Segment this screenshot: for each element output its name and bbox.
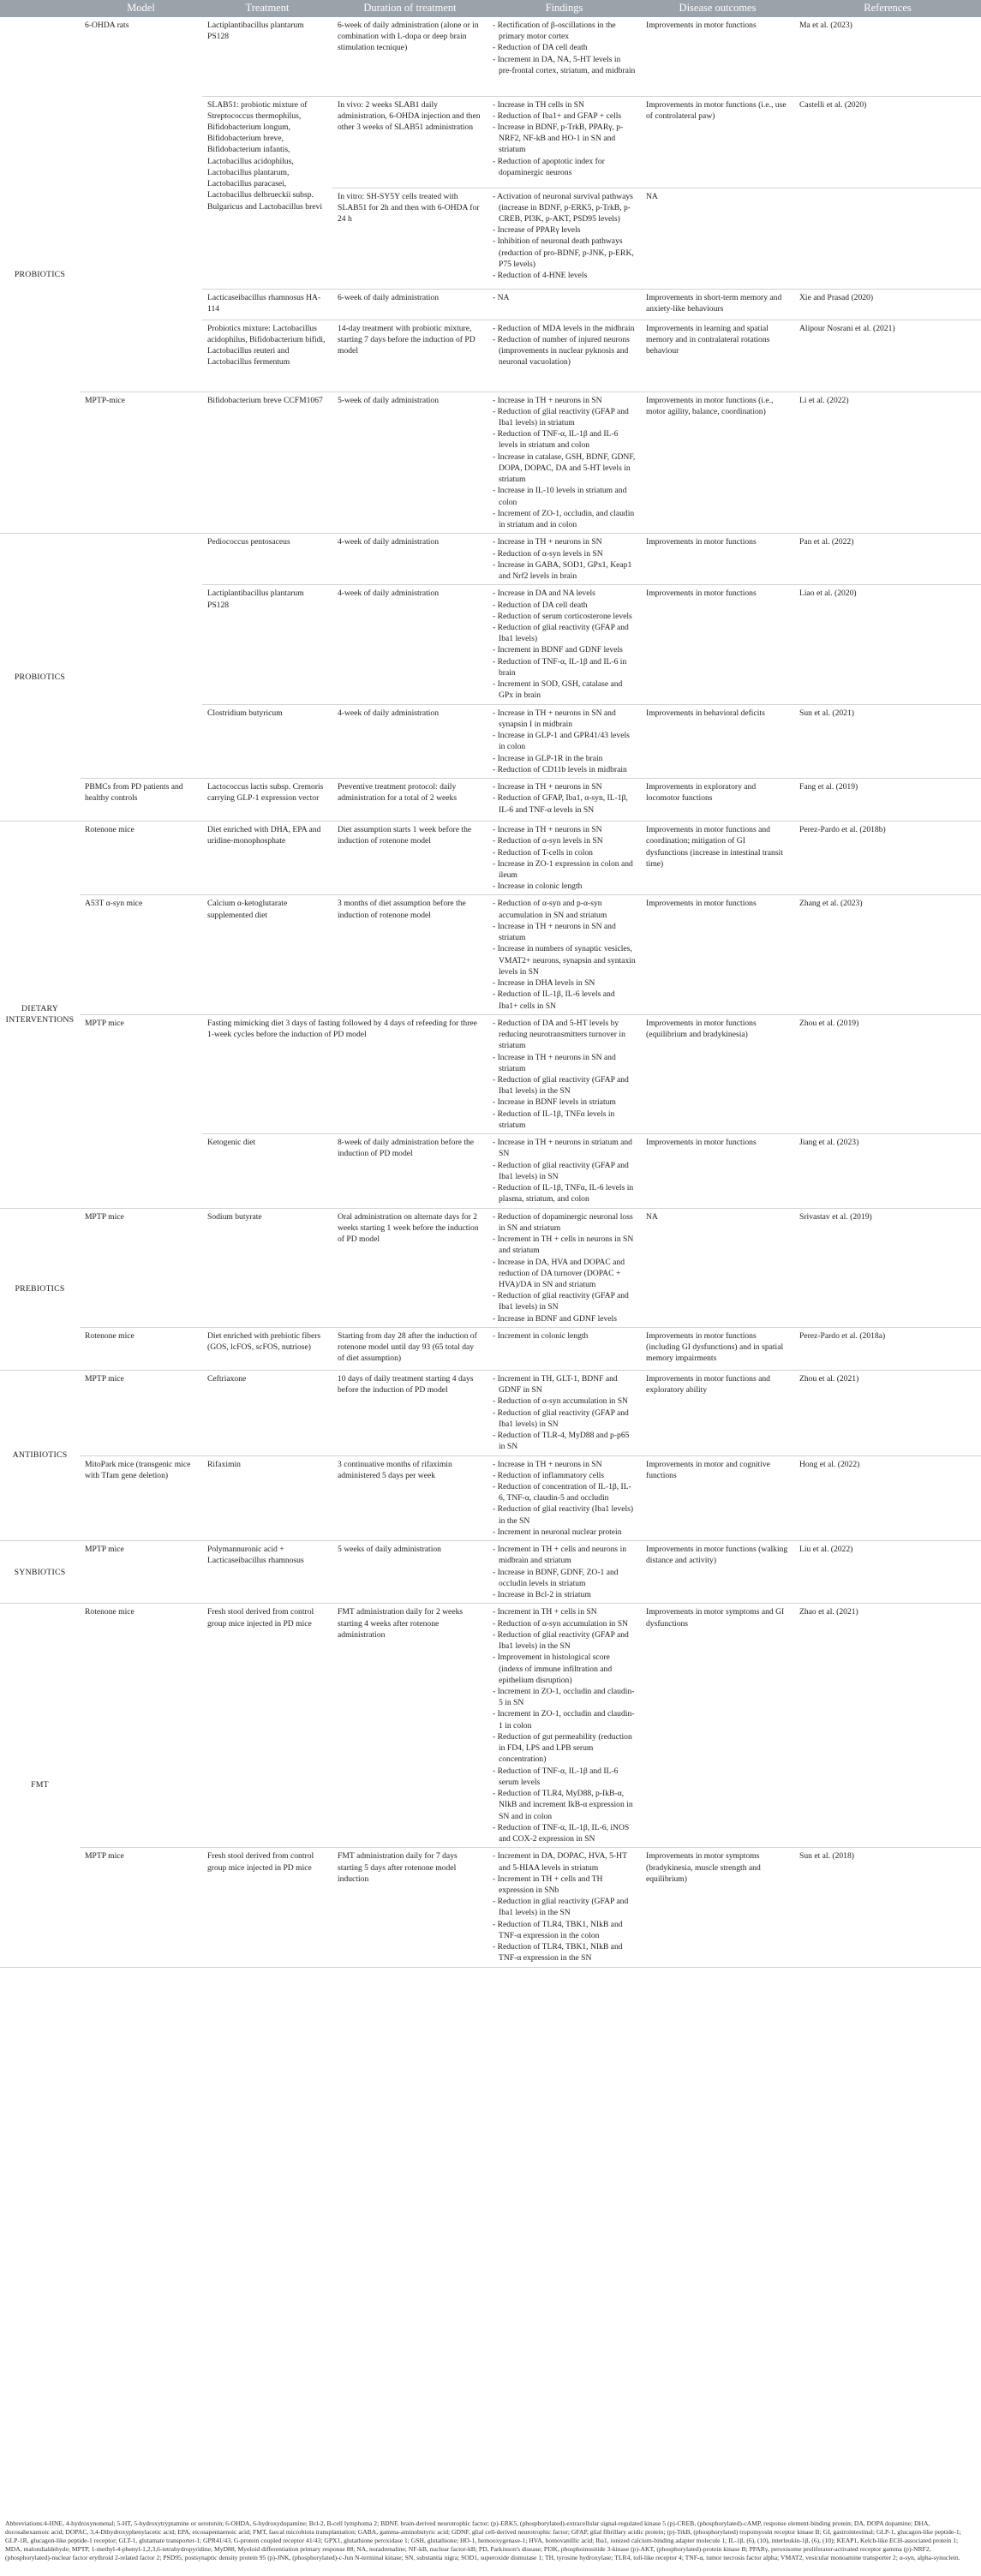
table-row: [0, 1848, 981, 1967]
outcome-cell: Improvements in motor and cognitive functions: [641, 1455, 794, 1541]
finding-item: - Increase in BDNF levels in striatum: [493, 1097, 636, 1108]
finding-item: - Reduction of α-syn and p-α-syn accumulation in SN and striatum: [493, 898, 636, 920]
table-row: [0, 1370, 981, 1455]
finding-item: - Increase in GLP-1 and GPR41/43 levels in colon: [493, 730, 636, 752]
duration-cell: In vitro: SH-SY5Y cells treated with SLAB51 for 2h and then with 6-OHDA for 24 h: [332, 188, 488, 289]
reference-cell: Zhang et al. (2023): [794, 895, 981, 1014]
finding-item: - Reduction of glial reactivity (GFAP and Iba1 levels) in striatum: [493, 406, 636, 428]
table-row: [0, 1208, 981, 1327]
model-cell: [80, 534, 202, 779]
findings-cell: [488, 822, 641, 895]
treatment-cell: Diet enriched with prebiotic fibers (GOS, lcFOS, scFOS, nutriose): [202, 1327, 332, 1370]
model-cell: PBMCs from PD patients and healthy controls: [80, 779, 202, 822]
finding-item: - Reduction of IL-1β, TNFα, IL-6 levels in plasma, striatum, and colon: [493, 1182, 636, 1204]
reference-cell: Hong et al. (2022): [794, 1455, 981, 1541]
duration-cell: Starting from day 28 after the induction of rotenone model until day 93 (65 total day of diet assumption): [332, 1327, 488, 1370]
treatment-cell: Lacticaseibacillus rhamnosus HA-114: [202, 289, 332, 320]
table-header-row: [0, 0, 981, 17]
reference-cell: Zhou et al. (2019): [794, 1014, 981, 1133]
model-cell: MPTP mice: [80, 1541, 202, 1604]
finding-item: - Reduction of α-syn levels in SN: [493, 835, 636, 846]
header-treatment: Treatment: [202, 0, 332, 17]
header-category: [0, 0, 80, 17]
treatment-cell: Lactiplantibacillus plantarum PS128: [202, 585, 332, 704]
finding-item: - Reduction of serum corticosterone levels: [493, 611, 636, 622]
reference-cell: Liu et al. (2022): [794, 1541, 981, 1604]
treatment-cell: Bifidobacterium breve CCFM1067: [202, 391, 332, 534]
findings-cell: [488, 1208, 641, 1327]
finding-item: - Reduction of TLR-4, MyD88 and p-p65 in SN: [493, 1430, 636, 1452]
finding-item: - Reduction of DA cell death: [493, 42, 636, 53]
reference-cell: [794, 188, 981, 289]
header-references: References: [794, 0, 981, 17]
model-cell: 6-OHDA rats: [80, 17, 202, 391]
model-cell: MPTP mice: [80, 1370, 202, 1455]
reference-cell: Ma et al. (2023): [794, 17, 981, 96]
duration-cell: Preventive treatment protocol: daily administration for a total of 2 weeks: [332, 779, 488, 822]
duration-cell: 3 continuative months of rifaximin administered 5 days per week: [332, 1455, 488, 1541]
finding-item: - Increase in BDNF, GDNF, ZO-1 and occludin levels in striatum: [493, 1567, 636, 1589]
outcome-cell: Improvements in motor functions: [641, 585, 794, 704]
treatment-cell: Calcium α-ketoglutarate supplemented diet: [202, 895, 332, 1014]
header-model: Model: [80, 0, 202, 17]
treatment-cell: Lactiplantibacillus plantarum PS128: [202, 17, 332, 96]
finding-item: - Rectification of β-oscillations in the primary motor cortex: [493, 20, 636, 42]
outcome-cell: Improvements in motor functions and exploratory ability: [641, 1370, 794, 1455]
table-row: [0, 1014, 981, 1133]
treatment-cell: Ketogenic diet: [202, 1134, 332, 1208]
findings-cell: [488, 585, 641, 704]
finding-item: - Increase in DA, HVA and DOPAC and reduction of DA turnover (DOPAC + HVA)/DA in SN and striatum: [493, 1257, 636, 1291]
outcome-cell: Improvements in learning and spatial memory and in contralateral rotations behaviour: [641, 320, 794, 391]
reference-cell: Alipour Nosrani et al. (2021): [794, 320, 981, 391]
finding-item: - Reduction of T-cells in colon: [493, 847, 636, 858]
reference-cell: Srivastav et al. (2019): [794, 1208, 981, 1327]
table-row: [0, 779, 981, 822]
reference-cell: Li et al. (2022): [794, 391, 981, 534]
finding-item: - Reduction of 4-HNE levels: [493, 270, 636, 281]
outcome-cell: Improvements in motor symptoms (bradykinesia, muscle strength and equilibrium): [641, 1848, 794, 1967]
finding-item: - Increase in colonic length: [493, 881, 636, 892]
findings-cell: [488, 289, 641, 320]
duration-cell: 8-week of daily administration before the induction of PD model: [332, 1134, 488, 1208]
reference-cell: Sun et al. (2021): [794, 704, 981, 778]
outcome-cell: Improvements in motor functions (i.e., motor agility, balance, coordination): [641, 391, 794, 534]
finding-item: - Reduction of glial reactivity (GFAP and Iba1 levels) in the SN: [493, 1629, 636, 1652]
category-cell: PROBIOTICS: [0, 17, 80, 534]
finding-item: - Increment of ZO-1, occludin, and claudin in striatum and in colon: [493, 508, 636, 530]
reference-cell: Perez-Pardo et al. (2018a): [794, 1327, 981, 1370]
outcome-cell: NA: [641, 1208, 794, 1327]
treatment-cell: Lactococcus lactis subsp. Cremoris carrying GLP-1 expression vector: [202, 779, 332, 822]
reference-cell: Castelli et al. (2020): [794, 96, 981, 188]
category-cell: FMT: [0, 1604, 80, 1967]
finding-item: - Reduction of glial reactivity (GFAP and Iba1 levels): [493, 622, 636, 644]
category-cell: DIETARY INTERVENTIONS: [0, 822, 80, 1209]
finding-item: - Increase of PPARγ levels: [493, 224, 636, 236]
duration-cell: FMT administration daily for 2 weeks starting 4 weeks after rotenone administration: [332, 1604, 488, 1848]
finding-item: - Increase in TH + neurons in SN: [493, 824, 636, 835]
reference-cell: Sun et al. (2018): [794, 1848, 981, 1967]
finding-item: - Reduction of MDA levels in the midbrain: [493, 323, 636, 334]
findings-cell: [488, 895, 641, 1014]
finding-item: - Increase in GABA, SOD1, GPx1, Keap1 and Nrf2 levels in brain: [493, 559, 636, 582]
findings-cell: [488, 1014, 641, 1133]
reference-cell: Zhou et al. (2021): [794, 1370, 981, 1455]
findings-cell: [488, 779, 641, 822]
finding-item: - Increment in BDNF and GDNF levels: [493, 644, 636, 655]
model-cell: MPTP-mice: [80, 391, 202, 534]
model-cell: Rotenone mice: [80, 822, 202, 895]
findings-cell: [488, 1327, 641, 1370]
treatment-cell: Fresh stool derived from control group mice injected in PD mice: [202, 1848, 332, 1967]
finding-item: - Increase in TH + neurons in SN: [493, 1459, 636, 1470]
outcome-cell: Improvements in motor functions: [641, 17, 794, 96]
finding-item: - Reduction of TLR4, MyD88, p-IkB-α, NIkB and increment IkB-α expression in SN and in colon: [493, 1788, 636, 1822]
finding-item: - Increase in TH + neurons in SN: [493, 395, 636, 406]
abbreviations-footnote: Abbreviations:4-HNE, 4-hydroxynonenal; 5-HT, 5-hydroxytryptamine or serotonin; 6-OHDA, 6-hydroxydopamine; Bcl-2, B-cell lymphoma 2; BDNF, brain-derived neurotrophic factor; (p)-ERK5, (phosphorylated)-extracellular signal-regulated kinase 5 (p)-CREB, (phosphorylated)-cAMP, response element-binding protein; DA, DOPA dopamine; DHA, docosahexaenoic acid; DOPAC, 3,4-Dihydroxyphenylacetic acid; EPA, eicosapentaenoic acid; FMT, faecal microbiota transplantation; GABA, gamma-aminobutyric acid; GDNF, glial cell-derived neurotrophic factor; GFAP, glial fibrillary acidic protein; (p)-TrkB, (phosphorylated) tropomyosin receptor kinase B; GI, gastrointestinal; GLP-1, glucagon-like peptide-1; GLP-1R, glucagon-like peptide-1 receptor; GLT-1, glutamate transporter-1; GPR41/43, G-protein coupled receptor 41/43; GPX1, glutathione peroxidase 1; GSH, glutathione; HO-1, hemooxygenase-1; HVA, homovanillic acid; Iba1, ionized calcium-binding adapter molecule 1; IL-1β, (6), (10), interleukin-1β, (6), (10); KEAP1, Kelch-like ECH-associated protein 1; MDA, malondialdehyde; MPTP, 1-methyl-4-phenyl-1,2,3,6-tetrahydropyridine; MyD88, Myeloid differentiation primary response 88; NA, noradrenaline; NF-kB, nuclear factor-kB; PD, Parkinson's disease; PI3K, phosphoinositide 3-kinase (p)-AKT, (phosphorylated)-protein kinase B; PPARγ, peroxisome proliferator-activated receptor gamma (p)-NRF2, (phosphorylated)-nuclear factor erythroid 2-related factor 2; PSD95, postsynaptic density protein 95 (p)-JNK, (phosphorylated)-c-Jun N-terminal kinase; SN, substantia nigra; SOD1, superoxide dismutase 1; TH, tyrosine hydroxylase; TLR4, toll-like receptor 4; TNF-α, tumor necrosis factor alpha; VMAT2, vesicular monoamine transporter 2; α-syn, alpha-synuclein.: [5, 2519, 961, 2562]
finding-item: - Reduction of IL-1β, TNFα levels in striatum: [493, 1109, 636, 1131]
finding-item: - Reduction of TNF-α, IL-1β and IL-6 serum levels: [493, 1766, 636, 1788]
duration-cell: FMT administration daily for 7 days starting 5 days after rotenone model induction: [332, 1848, 488, 1967]
finding-item: - Increment in DA, NA, 5-HT levels in pre-frontal cortex, striatum, and midbrain: [493, 54, 636, 76]
finding-item: - Increment in TH + cells in SN: [493, 1606, 636, 1617]
treatment-cell: Ceftriaxone: [202, 1370, 332, 1455]
finding-item: - Reduction of TLR4, TBK1, NIkB and TNF-α expression in the colon: [493, 1919, 636, 1941]
finding-item: - Increase in DA and NA levels: [493, 588, 636, 599]
treatment-cell: Pediococcus pentosaceus: [202, 534, 332, 585]
finding-item: - Increase in catalase, GSH, BDNF, GDNF, DOPA, DOPAC, DA and 5-HT levels in striatum: [493, 451, 636, 486]
model-cell: MPTP mice: [80, 1014, 202, 1208]
treatment-cell: Rifaximin: [202, 1455, 332, 1541]
outcome-cell: Improvements in motor functions (including GI dysfunctions) and in spatial memory impairments: [641, 1327, 794, 1370]
category-cell: PROBIOTICS: [0, 534, 80, 822]
reference-cell: Zhao et al. (2021): [794, 1604, 981, 1848]
model-cell: Rotenone mice: [80, 1604, 202, 1848]
findings-cell: [488, 534, 641, 585]
duration-cell: 5-week of daily administration: [332, 391, 488, 534]
outcome-cell: Improvements in motor functions (i.e., use of controlateral paw): [641, 96, 794, 188]
finding-item: - Increase in TH + neurons in SN and striatum: [493, 921, 636, 943]
category-cell: PREBIOTICS: [0, 1208, 80, 1370]
outcome-cell: NA: [641, 188, 794, 289]
finding-item: - Increment in ZO-1, occludin and claudin-5 in SN: [493, 1686, 636, 1708]
table-row: [0, 534, 981, 585]
outcome-cell: Improvements in motor functions (walking distance and activity): [641, 1541, 794, 1604]
treatment-cell: Polymannuronic acid + Lacticaseibacillus rhamnosus: [202, 1541, 332, 1604]
finding-item: - Increase in IL-10 levels in striatum and colon: [493, 485, 636, 507]
finding-item: - Increase in TH + neurons in SN and synapsin I in midbrain: [493, 708, 636, 730]
treatment-cell: Probiotics mixture: Lactobacillus acidophilus, Bifidobacterium bifidi, Lactobacillus reuteri and Lactobacillus fermentum: [202, 320, 332, 391]
duration-cell: 14-day treatment with probiotic mixture, starting 7 days before the induction of PD model: [332, 320, 488, 391]
finding-item: - Increment in TH + cells and TH expression in SNb: [493, 1874, 636, 1896]
finding-item: - Reduction of CD11b levels in midbrain: [493, 764, 636, 775]
finding-item: - NA: [493, 292, 636, 303]
treatment-cell: SLAB51: probiotic mixture of Streptococcus thermophilus, Bifidobacterium longum, Bifidobacterium breve, Bifidobacterium infantis, Lactobacillus acidophilus, Lactobacillus plantarum, Lactobacillus paracasei, Lactobacillus delbrueckii subsp. Bulgaricus and Lactobacillus brevi: [202, 96, 332, 289]
finding-item: - Increment in DA, DOPAC, HVA, 5-HT and 5-HIAA levels in striatum: [493, 1850, 636, 1873]
finding-item: - Reduction of TNF-α, IL-1β and IL-6 levels in striatum and colon: [493, 428, 636, 451]
header-findings: Findings: [488, 0, 641, 17]
finding-item: - Increase in TH cells in SN: [493, 99, 636, 111]
duration-cell: In vivo: 2 weeks SLAB1 daily administration, 6-OHDA injection and then other 3 weeks of SLAB51 administration: [332, 96, 488, 188]
finding-item: - Reduction of concentration of IL-1β, IL-6, TNF-α, claudin-5 and occludin: [493, 1481, 636, 1503]
outcome-cell: Improvements in motor functions and coordination; mitigation of GI dysfunctions (increase in intestinal transit time): [641, 822, 794, 895]
finding-item: - Reduction of inflammatory cells: [493, 1470, 636, 1481]
reference-cell: Xie and Prasad (2020): [794, 289, 981, 320]
findings-cell: [488, 1370, 641, 1455]
finding-item: - Increase in numbers of synaptic vesicles, VMAT2+ neurons, synapsin and syntaxin levels in SN: [493, 943, 636, 977]
reference-cell: Jiang et al. (2023): [794, 1134, 981, 1208]
treatment-cell: Clostridium butyricum: [202, 704, 332, 778]
finding-item: - Reduction of number of injured neurons (improvements in nuclear pyknosis and neuronal vacuolation): [493, 334, 636, 368]
duration-cell: 4-week of daily administration: [332, 704, 488, 778]
finding-item: - Reduction of α-syn levels in SN: [493, 548, 636, 559]
table-row: [0, 391, 981, 534]
treatment-cell: Fresh stool derived from control group mice injected in PD mice: [202, 1604, 332, 1848]
finding-item: - Reduction of glial reactivity (GFAP and Iba1 levels) in SN: [493, 1160, 636, 1182]
treatment-cell: Sodium butyrate: [202, 1208, 332, 1327]
finding-item: - Reduction of α-syn accumulation in SN: [493, 1618, 636, 1629]
finding-item: - Reduction of TLR4, TBK1, NIkB and TNF-α expression in the SN: [493, 1941, 636, 1963]
finding-item: - Increase in TH + neurons in SN: [493, 536, 636, 547]
outcome-cell: Improvements in behavioral deficits: [641, 704, 794, 778]
finding-item: - Reduction of dopaminergic neuronal loss in SN and striatum: [493, 1211, 636, 1234]
finding-item: - Reduction of glial reactivity (GFAP and Iba1 levels) in SN: [493, 1290, 636, 1312]
table-row: [0, 1327, 981, 1370]
finding-item: - Increase in TH + neurons in SN: [493, 781, 636, 792]
finding-item: - Increment in SOD, GSH, catalase and GPx in brain: [493, 678, 636, 701]
header-duration: Duration of treatment: [332, 0, 488, 17]
finding-item: - Reduction of apoptotic index for dopaminergic neurons: [493, 156, 636, 178]
reference-cell: Perez-Pardo et al. (2018b): [794, 822, 981, 895]
outcome-cell: Improvements in motor functions: [641, 1134, 794, 1208]
findings-cell: [488, 96, 641, 188]
header-outcomes: Disease outcomes: [641, 0, 794, 17]
finding-item: - Increment in TH, GLT-1, BDNF and GDNF in SN: [493, 1373, 636, 1396]
findings-cell: [488, 1541, 641, 1604]
table-row: [0, 1455, 981, 1541]
duration-cell: 10 days of daily treatment starting 4 days before the induction of PD model: [332, 1370, 488, 1455]
findings-cell: [488, 1604, 641, 1848]
findings-cell: [488, 704, 641, 778]
finding-item: - Increment in TH + cells and neurons in midbrain and striatum: [493, 1544, 636, 1566]
findings-cell: [488, 1848, 641, 1967]
duration-cell: Diet assumption starts 1 week before the induction of rotenone model: [332, 822, 488, 895]
category-cell: ANTIBIOTICS: [0, 1370, 80, 1540]
finding-item: - Reduction of TNF-α, IL-1β and IL-6 in brain: [493, 656, 636, 678]
outcome-cell: Improvements in motor functions: [641, 534, 794, 585]
treatment-cell: Fasting mimicking diet 3 days of fasting followed by 4 days of refeeding for three 1-week cycles before the induction of PD model: [202, 1014, 488, 1133]
finding-item: - Improvement in histological score (indexs of immune infiltration and epithelium disruption): [493, 1652, 636, 1686]
finding-item: - Reduction of α-syn accumulation in SN: [493, 1396, 636, 1407]
findings-cell: [488, 320, 641, 391]
findings-cell: [488, 1455, 641, 1541]
outcome-cell: Improvements in motor symptoms and GI dysfunctions: [641, 1604, 794, 1848]
findings-cell: [488, 1134, 641, 1208]
table-row: [0, 1541, 981, 1604]
finding-item: - Increment in TH + cells in neurons in SN and striatum: [493, 1234, 636, 1256]
finding-item: - Activation of neuronal survival pathways (increase in BDNF, p-ERK5, p-TrkB, p-CREB, PI3K, p-AKT, PSD95 levels): [493, 191, 636, 225]
finding-item: - Reduction of glial reactivity (Iba1 levels) in the SN: [493, 1503, 636, 1526]
reference-cell: Liao et al. (2020): [794, 585, 981, 704]
findings-cell: [488, 391, 641, 534]
table-row: [0, 822, 981, 895]
finding-item: - Reduction of GFAP, Iba1, α-syn, IL-1β, IL-6 and TNF-α levels in SN: [493, 792, 636, 815]
model-cell: MPTP mice: [80, 1208, 202, 1327]
finding-item: - Increase in BDNF, p-TrkB, PPARγ, p-NRF2, NF-kB and HO-1 in SN and striatum: [493, 122, 636, 156]
finding-item: - Increase in TH + neurons in SN and striatum: [493, 1052, 636, 1074]
finding-item: - Reduction in glial reactivity (GFAP and Iba1 levels) in the SN: [493, 1896, 636, 1918]
duration-cell: 4-week of daily administration: [332, 585, 488, 704]
treatment-cell: Diet enriched with DHA, EPA and uridine-monophosphate: [202, 822, 332, 895]
finding-item: - Reduction of gut permeability (reduction in FD4, LPS and LPB serum concentration): [493, 1731, 636, 1766]
table-row: [0, 17, 981, 96]
finding-item: - Increase in ZO-1 expression in colon and ileum: [493, 858, 636, 881]
findings-cell: [488, 188, 641, 289]
finding-item: - Reduction of DA cell death: [493, 600, 636, 611]
model-cell: Rotenone mice: [80, 1327, 202, 1370]
finding-item: - Reduction of TNF-α, IL-1β, IL-6, iNOS and COX-2 expression in SN: [493, 1822, 636, 1844]
finding-item: - Reduction of Iba1+ and GFAP + cells: [493, 111, 636, 122]
finding-item: - Increase in TH + neurons in striatum and SN: [493, 1137, 636, 1159]
finding-item: - Increment in colonic length: [493, 1330, 636, 1342]
finding-item: - Increase in Bcl-2 in striatum: [493, 1589, 636, 1600]
finding-item: - Increase in DHA levels in SN: [493, 977, 636, 989]
outcome-cell: Improvements in short-term memory and anxiety-like behaviours: [641, 289, 794, 320]
outcome-cell: Improvements in motor functions: [641, 895, 794, 1014]
model-cell: MPTP mice: [80, 1848, 202, 1967]
finding-item: - Increment in neuronal nuclear protein: [493, 1527, 636, 1538]
table-body: [0, 17, 981, 1967]
finding-item: - Inhibition of neuronal death pathways (reduction of pro-BDNF, p-JNK, p-ERK, P75 levels): [493, 236, 636, 270]
finding-item: - Increment in ZO-1, occludin and claudin-1 in colon: [493, 1708, 636, 1730]
outcome-cell: Improvements in motor functions (equilibrium and bradykinesia): [641, 1014, 794, 1133]
finding-item: - Increase in BDNF and GDNF levels: [493, 1313, 636, 1324]
reference-cell: Fang et al. (2019): [794, 779, 981, 822]
model-cell: A53T α-syn mice: [80, 895, 202, 1014]
category-cell: SYNBIOTICS: [0, 1541, 80, 1604]
model-cell: MitoPark mice (transgenic mice with Tfam gene deletion): [80, 1455, 202, 1541]
finding-item: - Reduction of glial reactivity (GFAP and Iba1 levels) in SN: [493, 1408, 636, 1430]
outcome-cell: Improvements in exploratory and locomotor functions: [641, 779, 794, 822]
duration-cell: 4-week of daily administration: [332, 534, 488, 585]
table-row: [0, 1604, 981, 1848]
table-row: [0, 895, 981, 1014]
reference-cell: Pan et al. (2022): [794, 534, 981, 585]
findings-cell: [488, 17, 641, 96]
duration-cell: Oral administration on alternate days for 2 weeks starting 1 week before the induction of PD model: [332, 1208, 488, 1327]
finding-item: - Reduction of IL-1β, IL-6 levels and Iba1+ cells in SN: [493, 989, 636, 1011]
duration-cell: 6-week of daily administration: [332, 289, 488, 320]
duration-cell: 3 months of diet assumption before the induction of rotenone model: [332, 895, 488, 1014]
duration-cell: 6-week of daily administration (alone or in combination with L-dopa or deep brain stimulation tecnique): [332, 17, 488, 96]
finding-item: - Reduction of glial reactivity (GFAP and Iba1 levels) in the SN: [493, 1074, 636, 1097]
finding-item: - Increase in GLP-1R in the brain: [493, 753, 636, 764]
finding-item: - Reduction of DA and 5-HT levels by reducing neurotransmitters turnover in striatum: [493, 1018, 636, 1052]
duration-cell: 5 weeks of daily administration: [332, 1541, 488, 1604]
